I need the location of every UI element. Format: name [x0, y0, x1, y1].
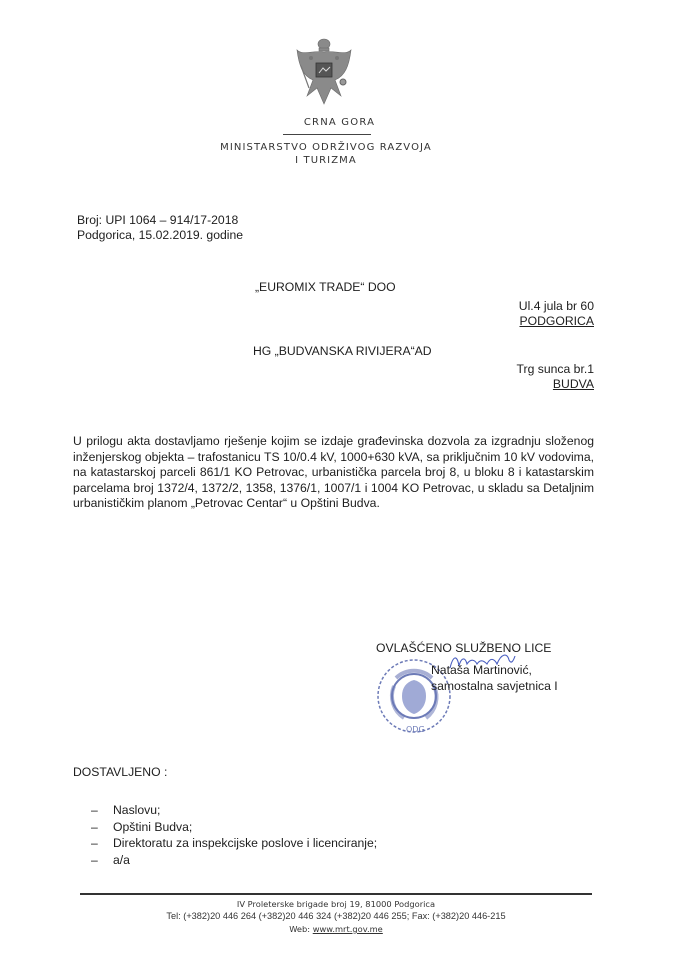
recipient-2-city: BUDVA [552, 377, 594, 391]
dash-bullet: – [91, 819, 98, 834]
signature-title: OVLAŠĆENO SLUŽBENO LICE [376, 641, 552, 655]
recipient-1-name: „EUROMIX TRADE“ DOO [255, 280, 396, 294]
recipient-1-city: PODGORICA [519, 314, 594, 328]
dash-bullet: – [91, 852, 98, 867]
footer-web-label: Web: [289, 924, 313, 934]
distribution-item: – Naslovu; [91, 803, 161, 817]
body-paragraph: U prilogu akta dostavljamo rješenje kojim se izdaje građevinska dozvola za izgradnju složenog inženjerskog objekta – trafostanicu TS 10/0.4 kV, 1000+630 kVA, sa priključnim 10 kV vodovima, na katastarskoj parceli 861/1 KO Petrovac, urbanistička parcela broj 8, u bloku 8 i katastarskim parcelama broj 1372/4, 1372/2, 1358, 1376/1, 1007/1 i 1004 KO Petrovac, u skladu sa Detaljnim urbanističkim planom „Petrovac Centar“ u Opštini Budva. [73, 434, 594, 511]
website-link[interactable]: www.mrt.gov.me [312, 924, 383, 934]
signatory-name: Nataša Martinović, [431, 663, 532, 677]
recipient-2-street: Trg sunca br.1 [516, 362, 594, 376]
recipient-1-address [519, 299, 594, 329]
recipient-1-street: Ul.4 jula br 60 [518, 299, 594, 313]
recipient-2-address [517, 362, 594, 392]
place-and-date: Podgorica, 15.02.2019. godine [77, 228, 244, 242]
distribution-item: – Direktoratu za inspekcijske poslove i licenciranje; [91, 836, 378, 850]
footer-address: IV Proleterske brigade broj 19, 81000 Podgorica [236, 899, 436, 909]
country-name: CRNA GORA [303, 117, 376, 128]
footer-divider [80, 893, 592, 895]
distribution-list [91, 802, 377, 868]
distribution-heading: DOSTAVLJENO : [73, 765, 168, 779]
ministry-line-1: MINISTARSTVO ODRŽIVOG RAZVOJA [220, 142, 432, 153]
dash-bullet: – [91, 803, 98, 817]
distribution-item: – a/a [91, 852, 130, 867]
recipient-2-name: HG „BUDVANSKA RIVIJERA“AD [253, 344, 432, 358]
footer-phones: Tel: (+382)20 446 264 (+382)20 446 324 (+382)20 446 255; Fax: (+382)20 446-215 [166, 911, 506, 921]
distribution-item: – Opštini Budva; [91, 819, 193, 834]
document-meta [77, 213, 243, 243]
signatory [431, 663, 558, 694]
dash-bullet: – [91, 836, 98, 850]
document-number: Broj: UPI 1064 – 914/17-2018 [77, 213, 239, 227]
ministry-line-2: I TURIZMA [295, 155, 357, 166]
svg-text:ODG: ODG [406, 725, 425, 734]
signatory-position: samostalna savjetnica I [431, 678, 558, 693]
ministry-name [0, 141, 652, 167]
footer-web [80, 924, 592, 934]
coat-of-arms-icon [293, 36, 355, 110]
header-divider [283, 134, 371, 135]
